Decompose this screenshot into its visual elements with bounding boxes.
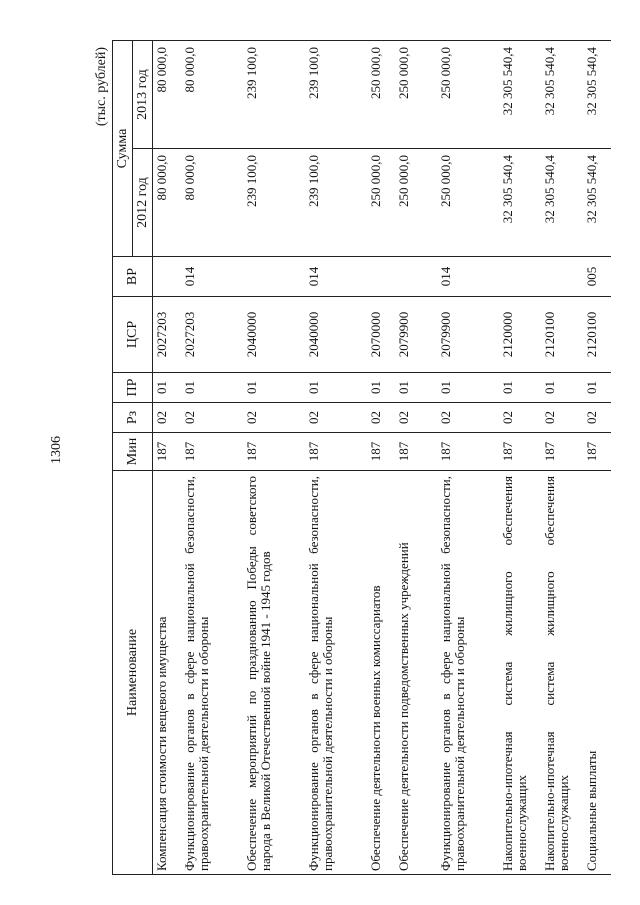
- row-sum-2012: 80 000,0: [153, 149, 182, 257]
- row-sum-2012: 32 305 540,4: [541, 149, 583, 257]
- table-row: [305, 41, 367, 875]
- row-name: Обеспечение деятельности подведомственных учреждений: [395, 471, 437, 875]
- row-name: Накопительно-ипотечная система жилищного обеспечения военнослужащих: [541, 471, 583, 875]
- page-number: 1306: [49, 436, 64, 464]
- row-vr: [243, 257, 305, 297]
- row-vr: [153, 257, 182, 297]
- row-vr: [499, 257, 541, 297]
- row-sum-2012: 250 000,0: [395, 149, 437, 257]
- row-name: Обеспечение деятельности военных комиссариатов: [367, 471, 395, 875]
- row-sum-2012: 239 100,0: [305, 149, 367, 257]
- row-rz: 02: [395, 403, 437, 433]
- row-min: 187: [367, 433, 395, 471]
- header-row-main: [113, 41, 133, 875]
- row-rz: 02: [367, 403, 395, 433]
- row-pr: 01: [541, 373, 583, 403]
- row-pr: 01: [181, 373, 243, 403]
- row-sum-2013: 32 305 540,4: [541, 41, 583, 149]
- row-sum-2012: 250 000,0: [437, 149, 499, 257]
- column-header-pr: ПР: [113, 373, 153, 403]
- column-header-min: Мин: [113, 433, 153, 471]
- row-min: 187: [541, 433, 583, 471]
- table-row: [181, 41, 243, 875]
- row-name: Компенсация стоимости вещевого имущества: [153, 471, 182, 875]
- row-sum-2013: 80 000,0: [181, 41, 243, 149]
- table-header: [113, 41, 153, 875]
- table-row: [395, 41, 437, 875]
- row-csr: 2027203: [153, 297, 182, 373]
- row-csr: 2120000: [499, 297, 541, 373]
- row-csr: 2120100: [541, 297, 583, 373]
- row-pr: 01: [243, 373, 305, 403]
- row-sum-2012: 239 100,0: [243, 149, 305, 257]
- row-name: Накопительно-ипотечная система жилищного обеспечения военнослужащих: [499, 471, 541, 875]
- row-csr: 2120100: [583, 297, 611, 373]
- budget-table: [112, 40, 611, 875]
- row-rz: 02: [305, 403, 367, 433]
- row-sum-2013: 250 000,0: [367, 41, 395, 149]
- row-sum-2012: 32 305 540,4: [583, 149, 611, 257]
- row-sum-2013: 32 305 540,4: [499, 41, 541, 149]
- row-vr: 014: [437, 257, 499, 297]
- table-row: [367, 41, 395, 875]
- row-name: Обеспечение мероприятий по празднованию Победы советского народа в Великой Отечественной войне 1941 - 1945 годов: [243, 471, 305, 875]
- row-csr: 2027203: [181, 297, 243, 373]
- row-csr: 2079900: [395, 297, 437, 373]
- column-header-vr: ВР: [113, 257, 153, 297]
- row-pr: 01: [153, 373, 182, 403]
- row-name: Социальные выплаты: [583, 471, 611, 875]
- row-vr: [367, 257, 395, 297]
- row-min: 187: [499, 433, 541, 471]
- table-row: [153, 41, 182, 875]
- row-vr: 005: [583, 257, 611, 297]
- row-sum-2013: 32 305 540,4: [583, 41, 611, 149]
- column-header-name: Наименование: [113, 471, 153, 875]
- row-vr: 014: [181, 257, 243, 297]
- row-csr: 2079900: [437, 297, 499, 373]
- row-csr: 2040000: [243, 297, 305, 373]
- row-sum-2013: 80 000,0: [153, 41, 182, 149]
- row-min: 187: [153, 433, 182, 471]
- row-vr: [395, 257, 437, 297]
- row-sum-2013: 250 000,0: [395, 41, 437, 149]
- row-min: 187: [437, 433, 499, 471]
- row-rz: 02: [437, 403, 499, 433]
- row-rz: 02: [499, 403, 541, 433]
- row-csr: 2070000: [367, 297, 395, 373]
- row-pr: 01: [437, 373, 499, 403]
- column-header-sum: Сумма: [113, 41, 133, 257]
- row-pr: 01: [367, 373, 395, 403]
- row-vr: [541, 257, 583, 297]
- row-min: 187: [305, 433, 367, 471]
- column-header-2012: 2012 год: [133, 149, 153, 257]
- row-vr: 014: [305, 257, 367, 297]
- row-pr: 01: [305, 373, 367, 403]
- table-row: [437, 41, 499, 875]
- unit-label: (тыс. рублей): [94, 47, 109, 127]
- row-name: Функционирование органов в сфере национальной безопасности, правоохранительной деятельности и обороны: [181, 471, 243, 875]
- row-name: Функционирование органов в сфере национальной безопасности, правоохранительной деятельности и обороны: [437, 471, 499, 875]
- row-min: 187: [395, 433, 437, 471]
- row-sum-2013: 239 100,0: [243, 41, 305, 149]
- rotated-budget-sheet: [92, 41, 600, 875]
- row-pr: 01: [583, 373, 611, 403]
- row-rz: 02: [583, 403, 611, 433]
- row-pr: 01: [395, 373, 437, 403]
- table-row: [243, 41, 305, 875]
- row-sum-2012: 80 000,0: [181, 149, 243, 257]
- row-min: 187: [243, 433, 305, 471]
- column-header-2013: 2013 год: [133, 41, 153, 149]
- row-min: 187: [181, 433, 243, 471]
- table-row: [583, 41, 611, 875]
- table-row: [499, 41, 541, 875]
- column-header-rz: Рз: [113, 403, 153, 433]
- column-header-csr: ЦСР: [113, 297, 153, 373]
- row-sum-2012: 32 305 540,4: [499, 149, 541, 257]
- row-sum-2013: 250 000,0: [437, 41, 499, 149]
- row-rz: 02: [243, 403, 305, 433]
- row-rz: 02: [181, 403, 243, 433]
- row-name: Функционирование органов в сфере национальной безопасности, правоохранительной деятельности и обороны: [305, 471, 367, 875]
- row-csr: 2040000: [305, 297, 367, 373]
- row-sum-2012: 250 000,0: [367, 149, 395, 257]
- row-min: 187: [583, 433, 611, 471]
- table-row: [541, 41, 583, 875]
- table-body: [153, 41, 612, 875]
- row-rz: 02: [541, 403, 583, 433]
- row-sum-2013: 239 100,0: [305, 41, 367, 149]
- row-pr: 01: [499, 373, 541, 403]
- row-rz: 02: [153, 403, 182, 433]
